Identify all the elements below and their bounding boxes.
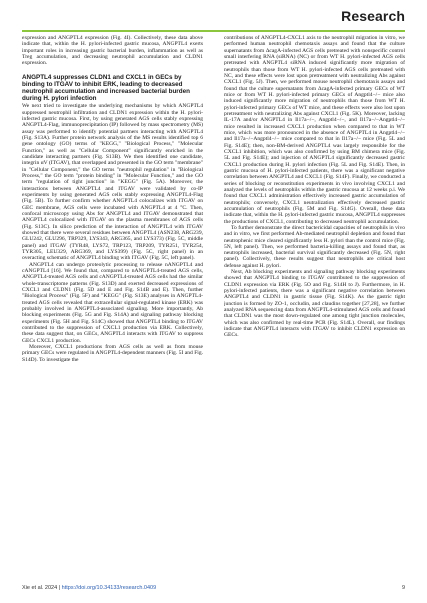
doi-link[interactable]: https://doi.org/10.34133/research.0409 — [61, 585, 157, 591]
body-paragraph: Next, Ab blocking experiments and signaling pathway blocking experiments showed that ANGPTL4 binding to ITGAV contributed to the suppression of CLDN1 expression via ERK (Fig. 5O and Fig. S14H to J). Furthermore, in H. pylori-infected patients, there was a significant negative correlation between ANGPTL4 and CLDN1 in gastric tissue (Fig. S14K). As the gastric tight junction is formed by ZO-1, occludin, and claudins together [27,28], we further analyzed RNA sequencing data from ANGPTL4-stimulated AGS cells and found that CLDN1 was the most down-regulated one among tight junction molecules, which was also confirmed by real-time PCR (Fig. S14L). Overall, our findings indicate that ANGPTL4 interacts with ITGAV to inhibit CLDN1 expression on GECs. — [224, 269, 405, 339]
body-paragraph: We next tried to investigate the underlying mechanisms by which ANGPTL4 suppressed neutrophil infiltration and CLDN1 expression within the H. pylori-infected gastric mucosa. First, by using generated AGS cells stably expressing ANGPTL4-Flag, immunoprecipitation (IP) followed by mass spectrometry (MS) assay was performed to identify potential partners interacting with ANGPTL4 (Fig. S13A). Further protein network analysis of the MS results identified top 6 gene ontology (GO) terms of "KEGG," "Biological Process," "Molecular Function," as well as "Cellular Component" significantly enriched in the candidate interacting partners (Fig. S13B). We then identified one candidate, integrin αV (ITGAV), that overlapped and presented in the GO term "membrane" in "Cellular Component," the GO terms "neutrophil regulation" in "Biological Process," the GO term "protein binding" in "Molecular Function," and the GO term "regulation of tight junction" in "KEGG" (Fig. 5A). Moreover, the interactions between ANGPTL4 and ITGAV were validated by co-IP experiments by using generated AGS cells stably expressing ANGPTL4-Flag (Fig. 5B). To further confirm whether ANGPTL4 colocalizes with ITGAV on GEC membrane, AGS cells were incubated with ANGPTL4 at 4 °C. Then, confocal microscopy using Abs for ANGPTL4 and ITGAV demonstrated that ANGPTL4 colocalized with ITGAV on the plasma membranes of AGS cells (Fig. S13C). In silico prediction of the interaction of ANGPTL4 with ITGAV showed that there were several residues between ANGPTL4 (ASN238, ARG239, GLU242, GLU296, TRP329, LYS343, ARG365, and LYS373) (Fig. 5C, middle panel) and ITGAV (TYR48, LYS72, TRP123, TRP209, TYR251, TYR254, TYR305, LEU329, ARG369, and LYS399) (Fig. 5C, right panel) in an overacting schematic of ANGPTL4 binding with ITGAV (Fig. 5C, left panel). — [22, 103, 203, 262]
citation-text: Xie et al. 2024 | — [22, 585, 62, 591]
page-number: 9 — [401, 585, 405, 591]
intro-paragraph: expression and ANGPTL4 expression (Fig. 4I). Collectively, these data above indicate that, within the H. pylori-infected gastric mucosa, ANGPTL4 exerts important roles in increasing gastric bacterial burden, inflammation as well as Treg accumulation, and decreasing neutrophil accumulation and CLDN1 expression. — [22, 35, 203, 67]
section-heading: ANGPTL4 suppresses CLDN1 and CXCL1 in GECs by binding to ITGAV to inhibit ERK, leading to decreased neutrophil accumulation and increased bacterial burden during H. pylori infection — [22, 73, 190, 103]
header-rule — [22, 30, 405, 32]
body-paragraph: ANGPTL4 can undergo proteolytic processing to release nANGPTL4 and cANGPTL4 [16]. We found that, compared to nANGPTL4-treated AGS cells, ANGPTL4-treated AGS cells and cANGPTL4-treated AGS cells had the similar whole-transcriptome patterns (Fig. S13D) and exerted decreased expressions of CXCL1 and CLDN1 (Fig. 5D and E and Fig. S14B and E). Then, further "Biological Process" (Fig. 5F) and "KEGG" (Fig. S13E) analyses in ANGPTL4-treated AGS cells revealed that extracellular signal-regulated kinase (ERK) was probably involved in ANGPTL4-associated signaling. More importantly, Ab blocking experiments (Fig. 5G and Fig. S14A) and signaling pathway blocking experiments (Fig. 5H and Fig. S14C) showed that ANGPTL4 binding to ITGAV contributed to the suppression of CXCL1 production via ERK. Collectively, these data suggest that, on GECs, ANGPTL4 interacts with ITGAV to suppress GECs CXCL1 production. — [22, 261, 203, 344]
body-paragraph: To further demonstrate the direct bactericidal capacities of neutrophils in vivo and in vitro, we first performed Ab-mediated neutrophil depletion and found that neutrophenic mice cleared significantly less H. pylori than the control mice (Fig. 5N, left panel). Then, we performed bacteria-killing assays and found that, as neutrophils increased, bacterial survival significantly decreased (Fig. 5N, right panel). Collectively, these results suggest that neutrophils are critical host defense against H. pylori. — [224, 224, 405, 269]
citation — [22, 585, 156, 591]
body-paragraph: Moreover, CXCL1 productions from AGS cells as well as from mouse primary GECs were regulated in ANGPTL4-dependent manners (Fig. 5I and Fig. S14D). To investigate the — [22, 343, 203, 363]
left-column — [22, 35, 203, 578]
right-column — [224, 35, 405, 578]
body-paragraph: contributions of ANGPTL4-CXCL1 axis to the neutrophil migration in vitro, we performed human neutrophil chemotaxis assays and found that the culture supernatants from ΔcagA-infected AGS cells pretreated with nonspecific control small interfering RNA (siRNA) (NC) or from WT H. pylori-infected AGS cells pretreated with ANGPTL4 siRNA induced significantly more migration of neutrophils than those from WT H. pylori-infected AGS cells pretreated with NC, and these effects were lost upon pretreatment with neutralizing Abs against CXCL1 (Fig. 5J). Then, we performed mouse neutrophil chemotaxis assays and found that the culture supernatants from ΔcagA-infected primary GECs of WT mice or from WT H. pylori-infected primary GECs of Angptl4−/− mice also induced significantly more migration of neutrophils than those from WT H. pylori-infected primary GECs of WT mice, and these effects were also lost upon pretreatment with neutralizing Abs against CXCL1 (Fig. 5K). Moreover, lacking IL-17A and/or ANGPTL4 in Il17a−/−, Angptl4−/−, and Il17a−/−Angptl4−/− mice resulted in increased CXCL1 production when compared to that in WT mice, which was more pronounced in the absence of ANGPTL4 in Angptl4−/− and Il17a−/−Angptl4−/− mice compared to that in Il17a−/− mice (Fig. 5L and Fig. S14E); then, non-BM-derived ANGPTL4 was largely responsible for the CXCL1 inhibition, which was also confirmed by using BM chimera mice (Fig. 5L and Fig. S14E); and injection of ANGPTL4 significantly decreased gastric CXCL1 production during H. pylori infection (Fig. 5L and Fig. S14E). Then, in gastric mucosa of H. pylori-infected patients, there was a significant negative correlation between ANGPTL4 and CXCL1 (Fig. S14F). Finally, we conducted a series of blocking or reconstitution experiments in vivo involving CXCL1 and analyzed the levels of neutrophils within the gastric mucosa at 12 weeks p.i. We found that CXCL1 administration effectively increased gastric accumulation of neutrophils; conversely, CXCL1 neutralization effectively decreased gastric accumulation of neutrophils (Fig. 5M and Fig. S14G). Overall, these data indicate that, within the H. pylori-infected gastric mucosa, ANGPTL4 suppresses the productions of CXCL1, contributing to decreased neutrophil accumulation. — [224, 35, 405, 225]
journal-name: Research — [341, 8, 405, 24]
